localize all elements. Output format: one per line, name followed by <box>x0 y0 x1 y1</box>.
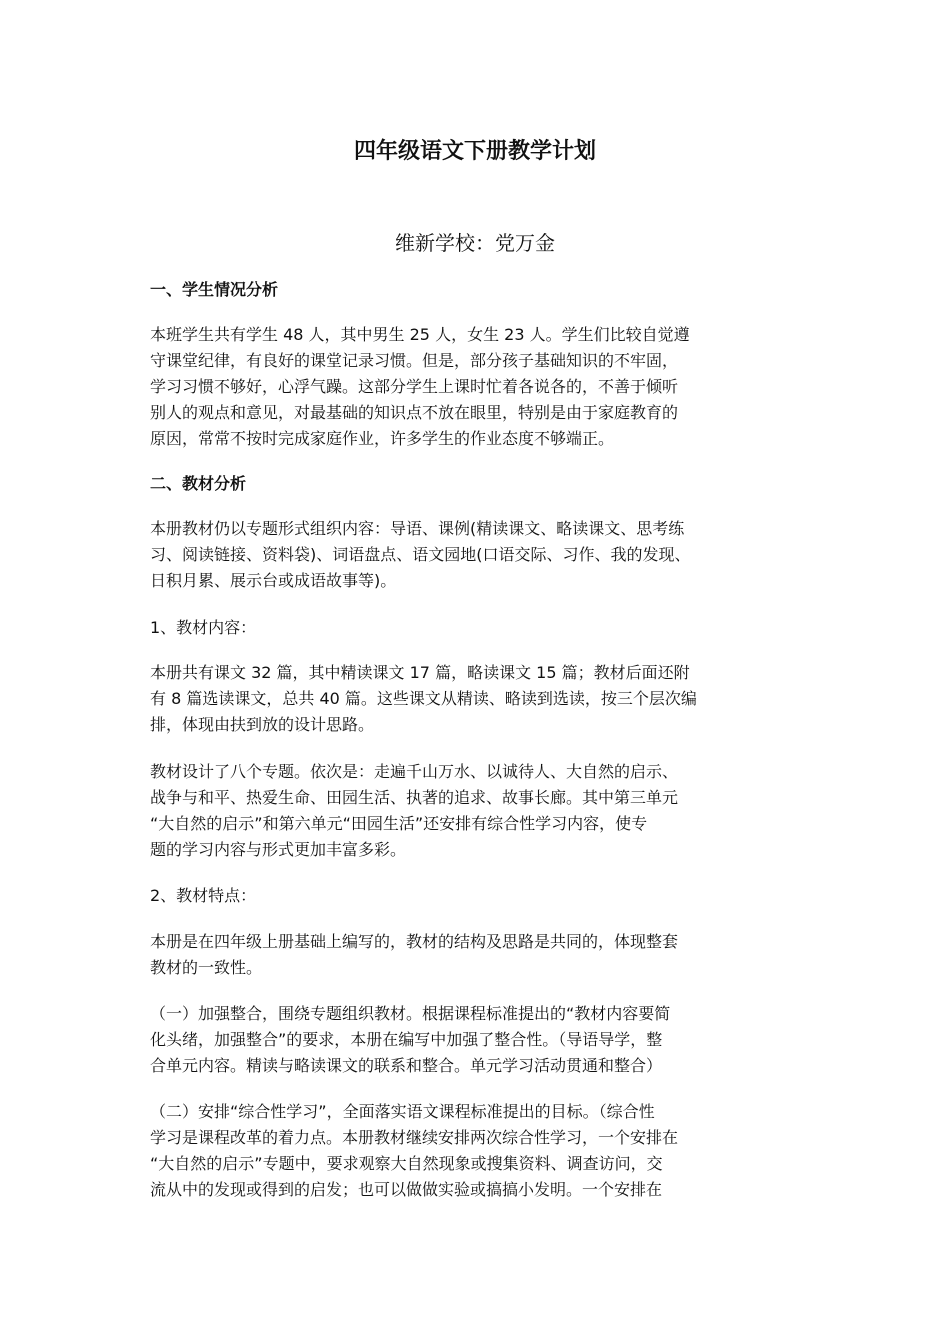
section-heading-textbook-analysis: 二、教材分析 <box>150 474 247 493</box>
subheading-textbook-content: 1、教材内容： <box>150 618 257 637</box>
document-title: 四年级语文下册教学计划 <box>353 139 596 164</box>
paragraph-feature-comprehensive-learning: （二）安排“综合性学习”，全面落实语文课程标准提出的目标。（综合性 学习是课程改革的着力点。本册教材继续安排两次综合性学习，一个安排在 “大自然的启示”专题中，要求观察大自然现象或搜集资料、调查访问，交 流从中的发现或得到的启发；也可以做做实验或搞搞小发明。一个安排在 <box>150 1102 679 1199</box>
paragraph-textbook-analysis: 本册教材仍以专题形式组织内容：导语、课例(精读课文、略读课文、思考练 习、阅读链接、资料袋)、词语盘点、语文园地(口语交际、习作、我的发现、 日积月累、展示台或成语故事等)。 <box>150 519 691 590</box>
paragraph-textbook-themes: 教材设计了八个专题。依次是：走遍千山万水、以诚待人、大自然的启示、 战争与和平、热爱生命、田园生活、执著的追求、故事长廊。其中第三单元 “大自然的启示”和第六单元“田园生活”还安排有综合性学习内容，使专 题的学习内容与形式更加丰富多彩。 <box>150 762 679 859</box>
section-heading-student-analysis: 一、学生情况分析 <box>150 280 279 299</box>
paragraph-feature-integration: （一）加强整合，围绕专题组织教材。根据课程标准提出的“教材内容要简 化头绪，加强整合”的要求，本册在编写中加强了整合性。（导语导学，整 合单元内容。精读与略读课文的联系和整合。单元学习活动贯通和整合） <box>150 1004 671 1075</box>
subheading-textbook-features: 2、教材特点： <box>150 886 257 905</box>
paragraph-textbook-content: 本册共有课文 32 篇，其中精读课文 17 篇，略读课文 15 篇；教材后面还附 有 8 篇选读课文，总共 40 篇。这些课文从精读、略读到选读，按三个层次编 排，体现由扶到放的设计思路。 <box>150 663 697 734</box>
document-author: 维新学校：党万金 <box>395 231 555 255</box>
paragraph-student-analysis: 本班学生共有学生 48 人，其中男生 25 人，女生 23 人。学生们比较自觉遵 守课堂纪律，有良好的课堂记录习惯。但是，部分孩子基础知识的不牢固， 学习习惯不够好，心浮气躁。这部分学生上课时忙着各说各的，不善于倾听 别人的观点和意见，对最基础的知识点不放在眼里，特别是由于家庭教育的 原因，常常不按时完成家庭作业，许多学生的作业态度不够端正。 <box>150 325 690 448</box>
paragraph-textbook-features-intro: 本册是在四年级上册基础上编写的，教材的结构及思路是共同的，体现整套 教材的一致性。 <box>150 932 679 977</box>
